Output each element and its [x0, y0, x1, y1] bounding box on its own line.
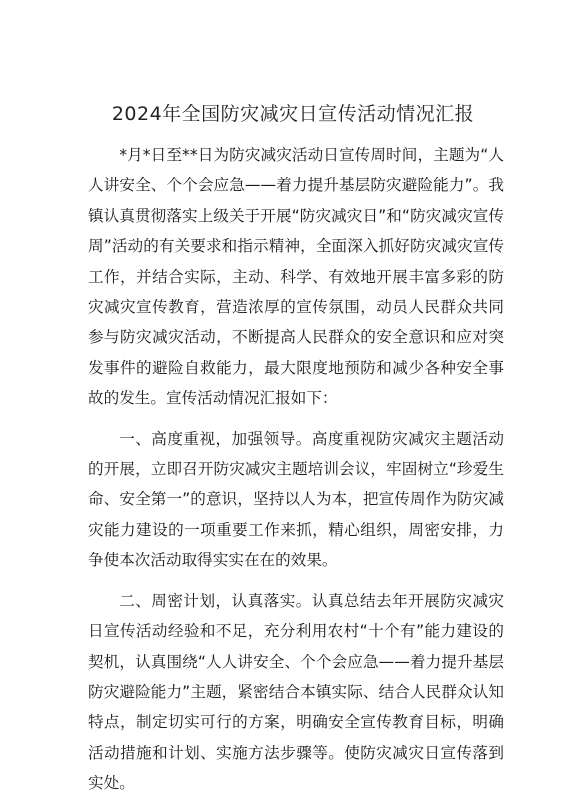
paragraph-section-2: 二、周密计划，认真落实。认真总结去年开展防灾减灾日宣传活动经验和不足，充分利用农村“十个有”能力建设的契机，认真围绕“人人讲安全、个个会应急——着力提升基层防灾避险能力”主题，紧密结合本镇实际、结合人民群众认知特点，制定切实可行的方案，明确安全宣传教育目标，明确活动措施和计划、实施方法步骤等。使防灾减灾日宣传落到实处。 [88, 591, 504, 793]
paragraph-intro: *月*日至**日为防灾减灾活动日宣传周时间，主题为“人人讲安全、个个会应急——着力提升基层防灾避险能力”。我镇认真贯彻落实上级关于开展“防灾减灾日”和“防灾减灾宣传周”活动的有关要求和指示精神，全面深入抓好防灾减灾宣传工作，并结合实际，主动、科学、有效地开展丰富多彩的防灾减灾宣传教育，营造浓厚的宣传氛围，动员人民群众共同参与防灾减灾活动，不断提高人民群众的安全意识和应对突发事件的避险自救能力，最大限度地预防和减少各种安全事故的发生。宣传活动情况汇报如下： [88, 146, 504, 408]
document-body [88, 140, 504, 799]
paragraph-section-1: 一、高度重视，加强领导。高度重视防灾减灾主题活动的开展，立即召开防灾减灾主题培训会议，牢固树立“珍爱生命、安全第一”的意识，坚持以人为本，把宣传周作为防灾减灾能力建设的一项重要工作来抓，精心组织，周密安排，力争使本次活动取得实实在在的效果。 [88, 429, 504, 570]
document-title: 2024年全国防灾减灾日宣传活动情况汇报 [111, 103, 475, 125]
